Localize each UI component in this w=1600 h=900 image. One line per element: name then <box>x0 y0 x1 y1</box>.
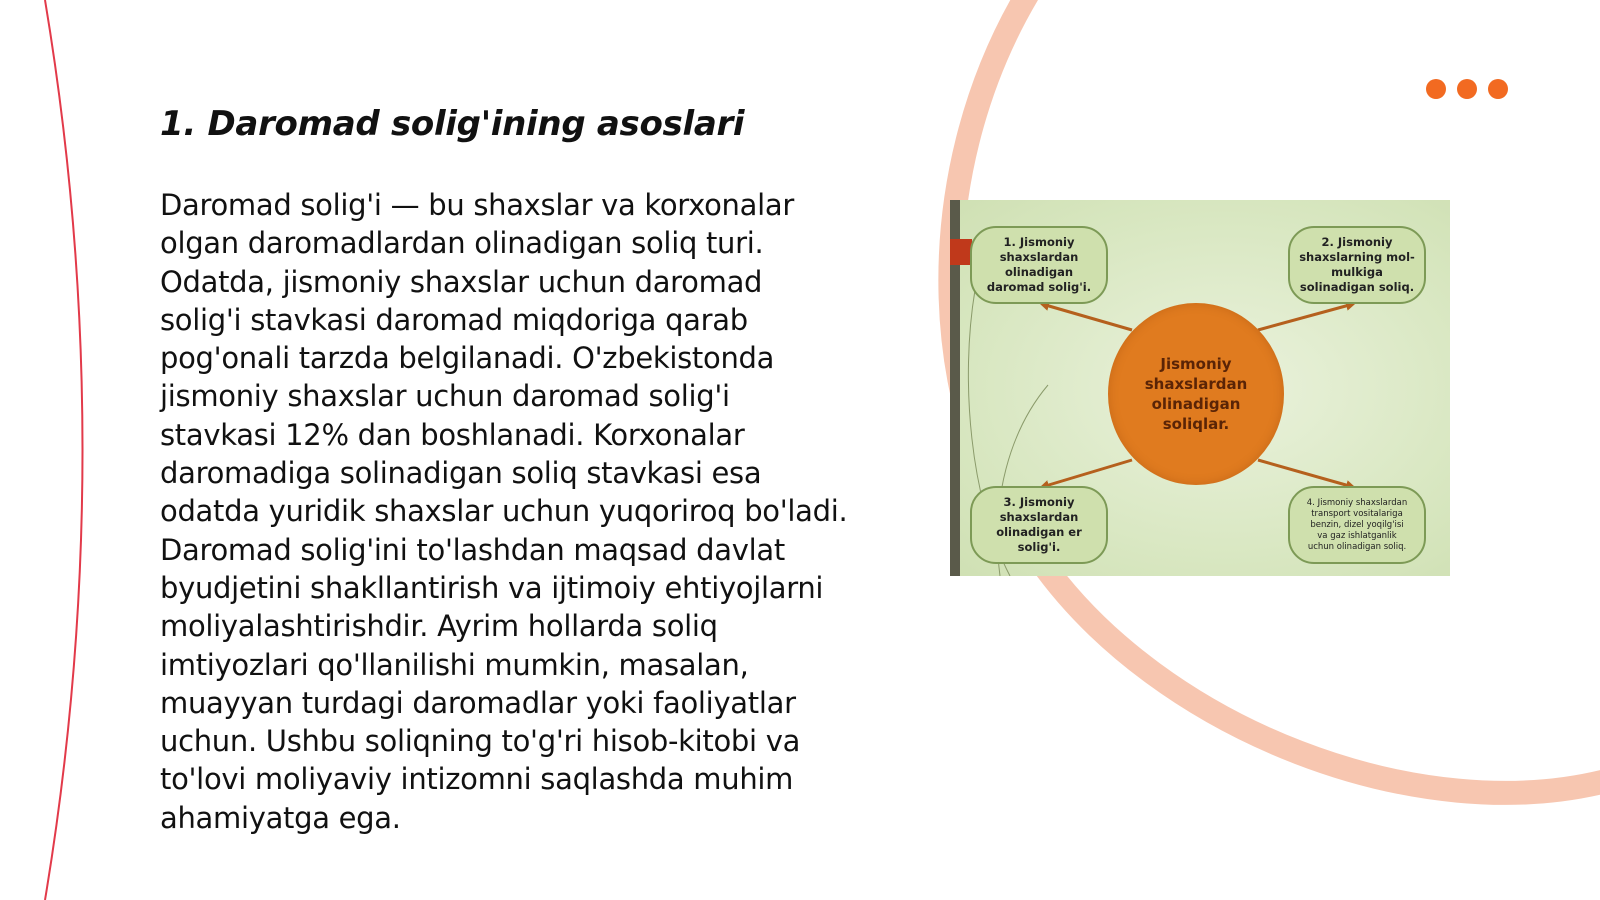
diagram-node-2: 2. Jismoniy shaxslarning mol- mulkiga solinadigan soliq. <box>1288 226 1426 304</box>
left-red-curve <box>45 0 83 900</box>
slide-title: 1. Daromad solig'ining asoslari <box>160 104 745 144</box>
dot-icon <box>1488 79 1508 99</box>
three-dots-icon <box>1426 79 1508 99</box>
slide-body-text: Daromad solig'i — bu shaxslar va korxonalar olgan daromadlardan olinadigan soliq turi. Odatda, jismoniy shaxslar uchun daromad solig'i stavkasi daromad miqdoriga qarab pog'onali tarzda belgilanadi. O'zbekistonda jismoniy shaxslar uchun daromad solig'i stavkasi 12% dan boshlanadi. Korxonalar daromadiga solinadigan soliq stavkasi esa odatda yuridik shaxslar uchun yuqoriroq bo'ladi. Daromad solig'ini to'lashdan maqsad davlat byudjetini shakllantirish va ijtimoiy ehtiyojlarni moliyalashtirishdir. Ayrim hollarda soliq imtiyozlari qo'llanilishi mumkin, masalan, muayyan turdagi daromadlar yoki faoliyatlar uchun. Ushbu soliqning to'g'ri hisob-kitobi va to'lovi moliyaviy intizomni saqlashda muhim ahamiyatga ega. <box>160 188 848 835</box>
arrow-to-node-3 <box>1042 460 1132 487</box>
diagram-center-circle: Jismoniy shaxslardan olinadigan soliqlar. <box>1108 303 1284 485</box>
tax-diagram-image <box>950 200 1450 576</box>
diagram-node-1: 1. Jismoniy shaxslardan olinadigan daromad solig'i. <box>970 226 1108 304</box>
arrow-to-node-4 <box>1258 460 1353 487</box>
dot-icon <box>1426 79 1446 99</box>
diagram-node-3: 3. Jismoniy shaxslardan olinadigan er solig'i. <box>970 486 1108 564</box>
arrow-to-node-1 <box>1042 304 1132 330</box>
diagram-node-4: 4. Jismoniy shaxslardan transport vositalariga benzin, dizel yoqilg'isi va gaz ishlatganlik uchun olinadigan soliq. <box>1288 486 1426 564</box>
dot-icon <box>1457 79 1477 99</box>
arrow-to-node-2 <box>1258 304 1353 330</box>
